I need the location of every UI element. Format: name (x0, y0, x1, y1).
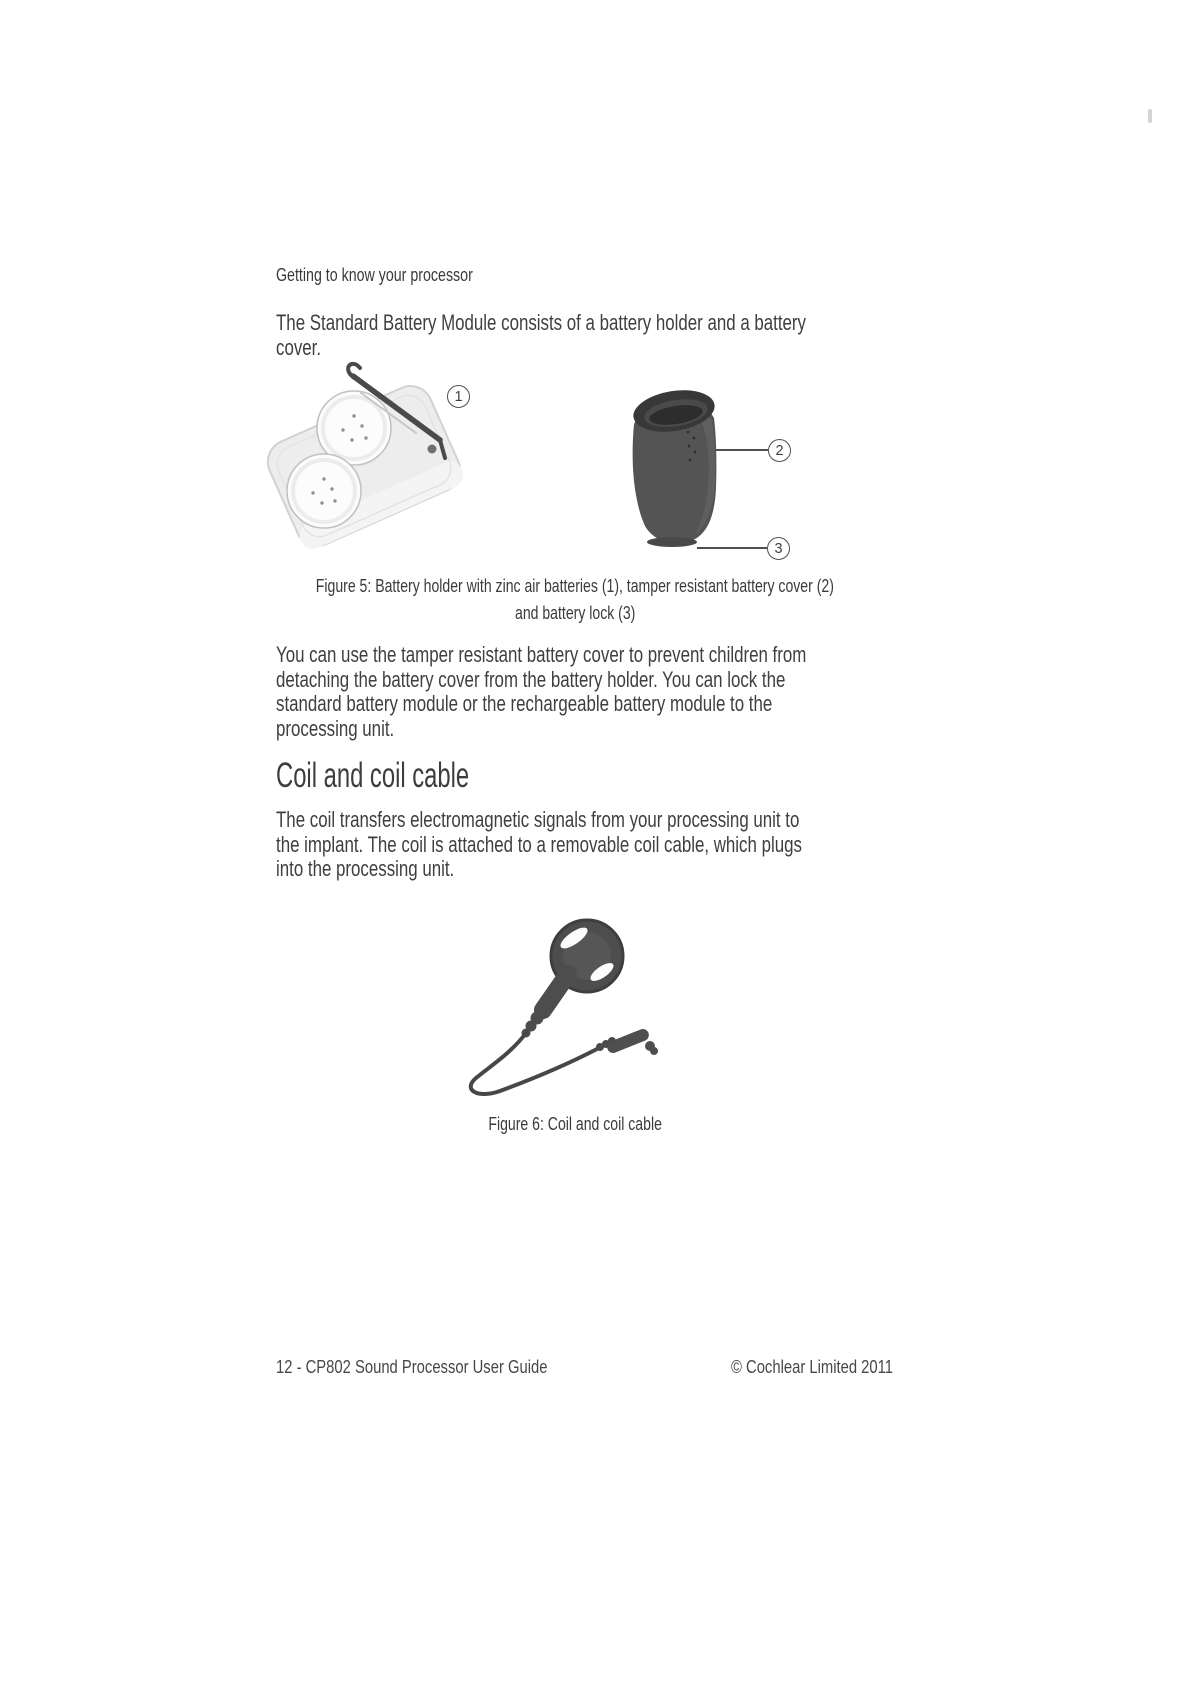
callout-1 (447, 385, 470, 408)
coil-cable-connector (596, 1027, 658, 1055)
footer-copyright: © Cochlear Limited 2011 (731, 1356, 894, 1377)
battery-holder-illustration (264, 346, 476, 560)
paragraph-line: The Standard Battery Module consists of a battery holder and a battery (276, 310, 806, 335)
coil-strain-relief (522, 974, 569, 1038)
scan-artifact-mark (1148, 109, 1152, 123)
paragraph-line: The coil transfers electromagnetic signals from your processing unit to (276, 807, 800, 832)
running-header (276, 263, 525, 287)
paragraph-line: the implant. The coil is attached to a removable coil cable, which plugs (276, 831, 802, 857)
paragraph-line: processing unit. (276, 716, 395, 742)
caption-line: Figure 6: Coil and coil cable (488, 1113, 662, 1134)
section-heading (276, 756, 560, 796)
section-heading-text: Coil and coil cable (276, 756, 470, 795)
coil-paragraph (276, 808, 977, 882)
paragraph-line: into the processing unit. (276, 856, 455, 882)
caption-line: and battery lock (3) (514, 602, 636, 623)
paragraph-line: detaching the battery cover from the battery holder. You can lock the (276, 666, 786, 692)
coil-illustration (440, 910, 680, 1100)
caption-line: Figure 5: Battery holder with zinc air batteries (1), tamper resistant battery cover (2) (315, 575, 835, 596)
holder-screw (428, 445, 437, 454)
callout-line-3 (697, 547, 767, 549)
battery-cover-illustration (616, 376, 726, 561)
figure6-caption (276, 1110, 874, 1137)
footer-left (276, 1355, 615, 1379)
tamper-paragraph (276, 643, 983, 742)
zinc-air-battery-bottom (287, 454, 361, 528)
paragraph-line: standard battery module or the rechargeable battery module to the (276, 691, 773, 717)
running-header-text: Getting to know your processor (276, 265, 473, 285)
callout-2-number: 2 (775, 442, 784, 459)
callout-3 (767, 537, 790, 560)
callout-2 (768, 439, 791, 462)
callout-3-number: 3 (774, 540, 783, 557)
paragraph-line: You can use the tamper resistant battery cover to prevent children from (276, 642, 807, 667)
figure5-caption (276, 572, 874, 626)
footer-right (731, 1355, 934, 1379)
footer-page-info: 12 - CP802 Sound Processor User Guide (276, 1356, 548, 1377)
callout-1-number: 1 (454, 388, 463, 405)
coil-cable (471, 1033, 597, 1094)
callout-line-2 (716, 449, 768, 451)
paragraph-line: cover. (276, 334, 322, 360)
